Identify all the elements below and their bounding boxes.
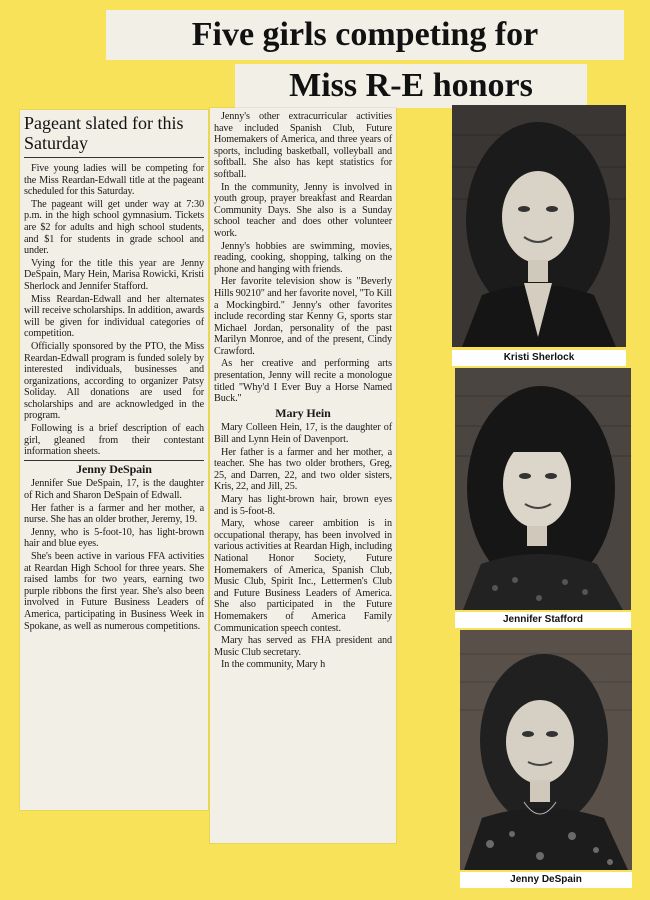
section-heading-jenny: Jenny DeSpain — [76, 461, 152, 476]
paragraph: She's been active in various FFA activities at Reardan High School for three years. She raised lambs for two years, earning two purple ribbons the first year. She's also been involved in Future Business Leaders of America, participating in Business Week in Spokane, as well as numerous competitions. — [24, 551, 204, 632]
paragraph: Jenny's hobbies are swimming, movies, reading, cooking, shopping, talking on the phone and hanging with friends. — [214, 240, 392, 275]
paragraph: In the community, Jenny is involved in youth group, prayer breakfast and Reardan Community Days. She also is a Sunday school teacher and does other volunteer work. — [214, 181, 392, 239]
headline-line-1: Five girls competing for — [106, 10, 624, 60]
paragraph: Mary, whose career ambition is in occupational therapy, has been involved in various activities at Reardan High, including National Honor Society, Future Homemakers of America, Spanish Club, Music Club, Spirit Inc., Lettermen's Club and Future Business Leaders of America. She also participated in the Future Homemakers of America Family Communication speech contest. — [214, 518, 392, 634]
paragraph: Jennifer Sue DeSpain, 17, is the daughter of Rich and Sharon DeSpain of Edwall. — [24, 478, 204, 502]
article-column-1 — [20, 110, 208, 810]
divider — [24, 460, 204, 461]
article-body-intro — [24, 163, 204, 632]
photo-caption: Kristi Sherlock — [452, 350, 626, 366]
paragraph: As her creative and performing arts presentation, Jenny will recite a monologue titled "Why'd I Ever Buy a Horse Named Buck." — [214, 358, 392, 405]
article-column-2 — [210, 108, 396, 843]
subheadline: Pageant slated for this Saturday — [24, 113, 184, 153]
divider — [24, 157, 204, 158]
headline-line-2: Miss R-E honors — [235, 64, 587, 108]
paragraph: Following is a brief description of each girl, gleaned from their contestant information sheets. — [24, 423, 204, 458]
article-body-continued — [214, 111, 392, 671]
paragraph: Her father is a farmer and her mother, a nurse. She has an older brother, Jeremy, 19. — [24, 502, 204, 526]
paragraph: In the community, Mary h — [221, 659, 326, 671]
portrait-image — [460, 630, 632, 870]
paragraph: Five young ladies will be competing for the Miss Reardan-Edwall title at the pageant scheduled for this Saturday. — [24, 163, 204, 198]
photo-jennifer-stafford — [455, 368, 631, 610]
paragraph: The pageant will get under way at 7:30 p.m. in the high school gymnasium. Tickets are $2 for adults and high school students, and $1 for students in grade school and under. — [24, 198, 204, 257]
paragraph: Mary Colleen Hein, 17, is the daughter of Bill and Lynn Hein of Davenport. — [214, 422, 392, 446]
paragraph: Her father is a farmer and her mother, a teacher. She has two older brothers, Greg, 25, and Darren, 22, and two older sisters, Kris, 22, and Jill, 25. — [214, 446, 392, 493]
paragraph: Jenny's other extracurricular activities have included Spanish Club, Future Homemakers of America, and three years of sports, including basketball, volleyball and softball. She also has kept statistics for softball. — [214, 111, 392, 180]
paragraph: Her favorite television show is "Beverly Hills 90210" and her favorite novel, "To Kill a Mockingbird." Jenny's other favorites include recording star Kenny G, sports star Michael Jordan, personality of the past Marilyn Monroe, and of the present, Cindy Crawford. — [214, 276, 392, 357]
paragraph: Jenny, who is 5-foot-10, has light-brown hair and blue eyes. — [24, 526, 204, 550]
paragraph: Mary has served as FHA president and Music Club secretary. — [214, 635, 392, 658]
portrait-image — [455, 368, 631, 610]
portrait-image — [452, 105, 626, 347]
photo-caption: Jenny DeSpain — [460, 872, 632, 888]
paragraph: Miss Reardan-Edwall and her alternates will receive scholarships. In addition, awards will be given for individual categories of competition. — [24, 293, 204, 340]
photo-jenny-despain — [460, 630, 632, 870]
paragraph: Mary has light-brown hair, brown eyes and is 5-foot-8. — [214, 494, 392, 517]
photo-caption: Jennifer Stafford — [455, 612, 631, 628]
paragraph: Vying for the title this year are Jenny DeSpain, Mary Hein, Marisa Rowicki, Kristi Sherlock and Jennifer Stafford. — [24, 257, 204, 292]
photo-kristi-sherlock — [452, 105, 626, 347]
paragraph: Officially sponsored by the PTO, the Miss Reardan-Edwall program is funded solely by interested individuals, businesses and organizations, according to organizer Patsy Soliday. All donations are used for scholarships and are acknowledged in the program. — [24, 340, 204, 422]
section-heading-mary: Mary Hein — [275, 405, 331, 420]
